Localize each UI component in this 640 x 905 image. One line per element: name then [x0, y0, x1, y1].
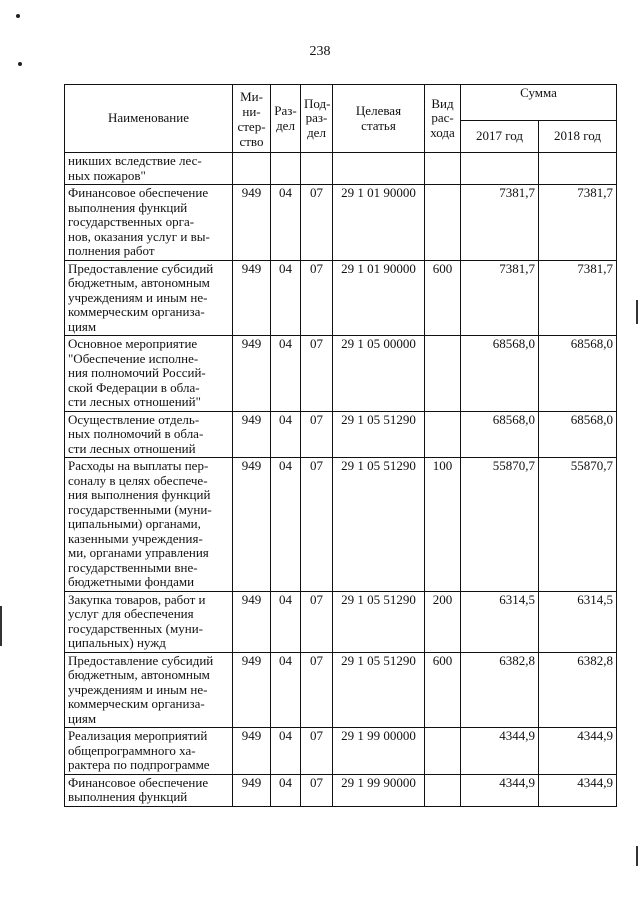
header-sum: Сумма — [461, 85, 617, 121]
cell-name: Осуществление отдель- ных полномочий в обла- сти лесных отношений — [65, 411, 233, 458]
cell-target-article: 29 1 99 90000 — [333, 774, 425, 806]
cell-expense-type — [425, 153, 461, 185]
cell-expense-type: 100 — [425, 458, 461, 592]
table-row — [65, 153, 617, 185]
cell-sum-2018: 4344,9 — [539, 774, 617, 806]
cell-sum-2017: 4344,9 — [461, 728, 539, 775]
cell-name: Предоставление субсидий бюджетным, автономным учреждениям и иным не- коммерческим организа- циям — [65, 260, 233, 336]
cell-section: 04 — [271, 728, 301, 775]
header-name: Наименование — [65, 85, 233, 153]
cell-section: 04 — [271, 260, 301, 336]
table-row — [65, 652, 617, 728]
cell-expense-type — [425, 185, 461, 261]
scan-edge-mark — [636, 300, 638, 324]
cell-sum-2017 — [461, 153, 539, 185]
header-subsection: Под- раз- дел — [301, 85, 333, 153]
cell-ministry: 949 — [233, 185, 271, 261]
cell-target-article: 29 1 05 51290 — [333, 411, 425, 458]
cell-section: 04 — [271, 652, 301, 728]
cell-sum-2017: 6382,8 — [461, 652, 539, 728]
cell-section — [271, 153, 301, 185]
cell-subsection: 07 — [301, 728, 333, 775]
cell-sum-2017: 7381,7 — [461, 260, 539, 336]
cell-expense-type: 600 — [425, 652, 461, 728]
cell-sum-2018: 55870,7 — [539, 458, 617, 592]
cell-sum-2018: 68568,0 — [539, 411, 617, 458]
cell-subsection: 07 — [301, 411, 333, 458]
cell-subsection: 07 — [301, 591, 333, 652]
scan-edge-mark — [636, 846, 638, 866]
cell-name: Расходы на выплаты пер- соналу в целях обеспече- ния выполнения функций государственными (муни- ципальными) органами, казенными учреждения- ми, органами управления государственными вне- бюджетными фондами — [65, 458, 233, 592]
cell-subsection: 07 — [301, 458, 333, 592]
cell-subsection: 07 — [301, 260, 333, 336]
cell-name: Реализация мероприятий общепрограммного ха- рактера по подпрограмме — [65, 728, 233, 775]
cell-ministry — [233, 153, 271, 185]
cell-sum-2018 — [539, 153, 617, 185]
header-expense-type: Вид рас- хода — [425, 85, 461, 153]
cell-name: никших вследствие лес- ных пожаров" — [65, 153, 233, 185]
table-row — [65, 336, 617, 412]
cell-sum-2018: 7381,7 — [539, 185, 617, 261]
cell-sum-2017: 55870,7 — [461, 458, 539, 592]
header-year-2017: 2017 год — [461, 121, 539, 153]
cell-ministry: 949 — [233, 260, 271, 336]
scan-mark — [18, 62, 22, 66]
cell-target-article: 29 1 01 90000 — [333, 260, 425, 336]
cell-section: 04 — [271, 591, 301, 652]
cell-target-article: 29 1 01 90000 — [333, 185, 425, 261]
cell-name: Предоставление субсидий бюджетным, автономным учреждениям и иным не- коммерческим организа- циям — [65, 652, 233, 728]
cell-expense-type: 200 — [425, 591, 461, 652]
cell-ministry: 949 — [233, 591, 271, 652]
cell-ministry: 949 — [233, 774, 271, 806]
cell-sum-2017: 68568,0 — [461, 336, 539, 412]
cell-section: 04 — [271, 458, 301, 592]
cell-name: Закупка товаров, работ и услуг для обеспечения государственных (муни- ципальных) нужд — [65, 591, 233, 652]
cell-section: 04 — [271, 336, 301, 412]
cell-expense-type — [425, 774, 461, 806]
cell-sum-2018: 68568,0 — [539, 336, 617, 412]
cell-sum-2017: 4344,9 — [461, 774, 539, 806]
cell-target-article: 29 1 99 00000 — [333, 728, 425, 775]
scan-edge-mark — [0, 606, 2, 646]
header-section: Раз- дел — [271, 85, 301, 153]
header-target-article: Целевая статья — [333, 85, 425, 153]
cell-section: 04 — [271, 185, 301, 261]
cell-sum-2018: 6382,8 — [539, 652, 617, 728]
cell-sum-2017: 6314,5 — [461, 591, 539, 652]
budget-table — [64, 84, 617, 807]
cell-subsection: 07 — [301, 336, 333, 412]
table-row — [65, 185, 617, 261]
cell-ministry: 949 — [233, 728, 271, 775]
header-year-2018: 2018 год — [539, 121, 617, 153]
cell-section: 04 — [271, 774, 301, 806]
cell-sum-2017: 7381,7 — [461, 185, 539, 261]
table-row — [65, 774, 617, 806]
page-number: 238 — [309, 44, 331, 59]
cell-name: Финансовое обеспечение выполнения функций — [65, 774, 233, 806]
cell-expense-type — [425, 336, 461, 412]
cell-ministry: 949 — [233, 652, 271, 728]
cell-expense-type — [425, 411, 461, 458]
cell-subsection: 07 — [301, 652, 333, 728]
cell-sum-2018: 7381,7 — [539, 260, 617, 336]
cell-ministry: 949 — [233, 411, 271, 458]
cell-subsection: 07 — [301, 774, 333, 806]
cell-name: Основное мероприятие "Обеспечение исполне- ния полномочий Россий- ской Федерации в обла- сти лесных отношений" — [65, 336, 233, 412]
table-row — [65, 458, 617, 592]
cell-section: 04 — [271, 411, 301, 458]
cell-target-article: 29 1 05 51290 — [333, 652, 425, 728]
cell-subsection — [301, 153, 333, 185]
cell-ministry: 949 — [233, 458, 271, 592]
cell-expense-type — [425, 728, 461, 775]
table-row — [65, 591, 617, 652]
scan-mark — [16, 14, 20, 18]
cell-target-article — [333, 153, 425, 185]
cell-sum-2018: 6314,5 — [539, 591, 617, 652]
table-row — [65, 728, 617, 775]
table-row — [65, 411, 617, 458]
cell-sum-2018: 4344,9 — [539, 728, 617, 775]
cell-target-article: 29 1 05 51290 — [333, 458, 425, 592]
cell-name: Финансовое обеспечение выполнения функций государственных орга- нов, оказания услуг и вы- полнения работ — [65, 185, 233, 261]
cell-target-article: 29 1 05 00000 — [333, 336, 425, 412]
cell-sum-2017: 68568,0 — [461, 411, 539, 458]
cell-subsection: 07 — [301, 185, 333, 261]
cell-target-article: 29 1 05 51290 — [333, 591, 425, 652]
header-ministry: Ми- ни- стер- ство — [233, 85, 271, 153]
cell-expense-type: 600 — [425, 260, 461, 336]
cell-ministry: 949 — [233, 336, 271, 412]
table-row — [65, 260, 617, 336]
